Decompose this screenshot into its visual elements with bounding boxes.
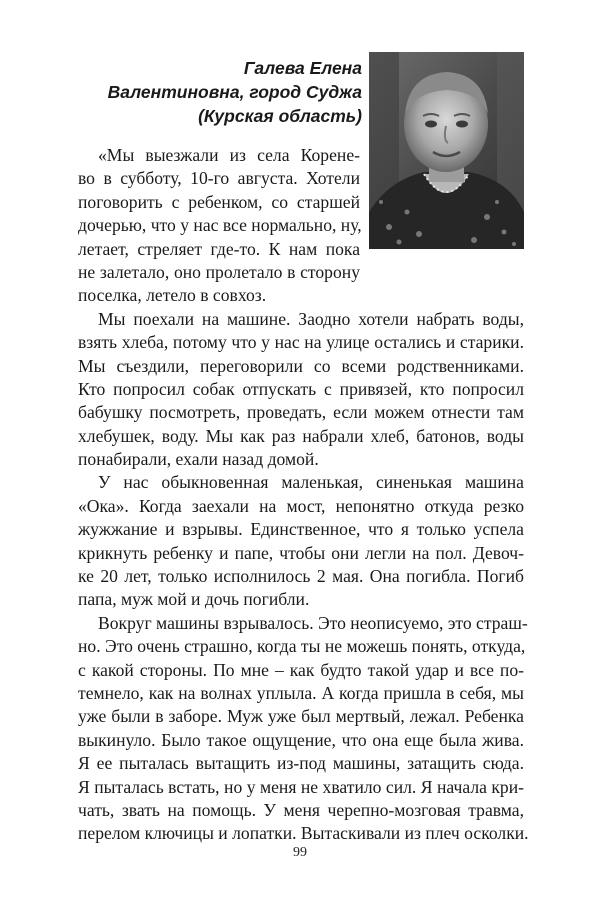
paragraph-1 <box>78 144 524 308</box>
paragraph-line: У нас обыкновенная маленькая, синенькая машина <box>98 472 524 493</box>
paragraph-3 <box>78 471 524 611</box>
paragraph-line: дочерью, что у нас все нормально, ну, <box>78 215 362 236</box>
paragraph-line: хлебушек, воду. Мы как раз набрали хлеб, батонов, воды <box>78 425 524 446</box>
article-body <box>78 144 529 846</box>
paragraph-line: выкинуло. Было такое ощущение, что она еще была жива. <box>78 729 524 750</box>
paragraph-line: Кто попросил собак отпускать с привязей, кто попросил <box>78 378 524 399</box>
paragraph-2 <box>78 308 524 472</box>
paragraph-line: Мы поехали на машине. Заодно хотели набрать воды, <box>98 308 524 329</box>
paragraph-line: взять хлеба, потому что у нас на улице остались и старики. <box>78 332 524 353</box>
paragraph-line: Мы съездили, переговорили со всеми родственниками. <box>78 355 524 376</box>
author-region-line: (Курская область) <box>198 106 362 126</box>
author-name-line: Галева Елена <box>243 58 362 78</box>
paragraph-line: «Мы выезжали из села Корене- <box>98 145 360 165</box>
paragraph-line: поговорить с ребенком, со старшей <box>78 191 360 212</box>
author-patronymic-city-line: Валентиновна, город Суджа <box>107 82 362 102</box>
paragraph-line: Вокруг машины взрывалось. Это неописуемо, это страш- <box>98 612 528 633</box>
paragraph-line: чать, звать на помощь. У меня черепно-мозговая травма, <box>78 799 524 820</box>
paragraph-line: Я ее пыталась вытащить из-под машины, затащить сюда. <box>78 753 524 774</box>
paragraph-line: «Ока». Когда заехали на мост, непонятно откуда резко <box>78 495 524 516</box>
paragraph-line: не залетало, оно пролетало в сторону <box>78 261 360 282</box>
paragraph-line: с какой стороны. По мне – как будто такой удар и все по- <box>78 659 524 680</box>
author-heading <box>80 56 362 128</box>
paragraph-line: поселка, летело в совхоз. <box>78 285 267 306</box>
paragraph-line: уже были в заборе. Муж уже был мертвый, лежал. Ребенка <box>78 706 524 727</box>
paragraph-line: ке 20 лет, только исполнилось 2 мая. Она погибла. Погиб <box>78 566 524 587</box>
paragraph-line: летает, стреляет где-то. К нам пока <box>78 238 360 259</box>
paragraph-line: понабирали, ехали назад домой. <box>78 449 319 470</box>
paragraph-line: Я пыталась встать, но у меня не хватило сил. Я начала кри- <box>78 776 524 797</box>
page-number: 99 <box>293 845 307 860</box>
paragraph-line: бабушку посмотреть, проведать, если можем отнести там <box>78 402 524 423</box>
paragraph-line: во в субботу, 10-го августа. Хотели <box>78 168 360 189</box>
paragraph-line: темнело, как на волнах уплыла. А когда пришла в себя, мы <box>78 682 524 703</box>
paragraph-line: крикнуть ребенку и папе, чтобы они легли на пол. Девоч- <box>78 542 524 563</box>
paragraph-line: но. Это очень страшно, когда ты не можешь понять, откуда, <box>78 636 526 657</box>
paragraph-line: жужжание и взрывы. Единственное, что я только успела <box>78 519 524 540</box>
paragraph-line: папа, муж мой и дочь погибли. <box>78 589 310 610</box>
paragraph-4 <box>78 612 529 846</box>
paragraph-line: перелом ключицы и лопатки. Вытаскивали из плеч осколки. <box>78 823 529 844</box>
